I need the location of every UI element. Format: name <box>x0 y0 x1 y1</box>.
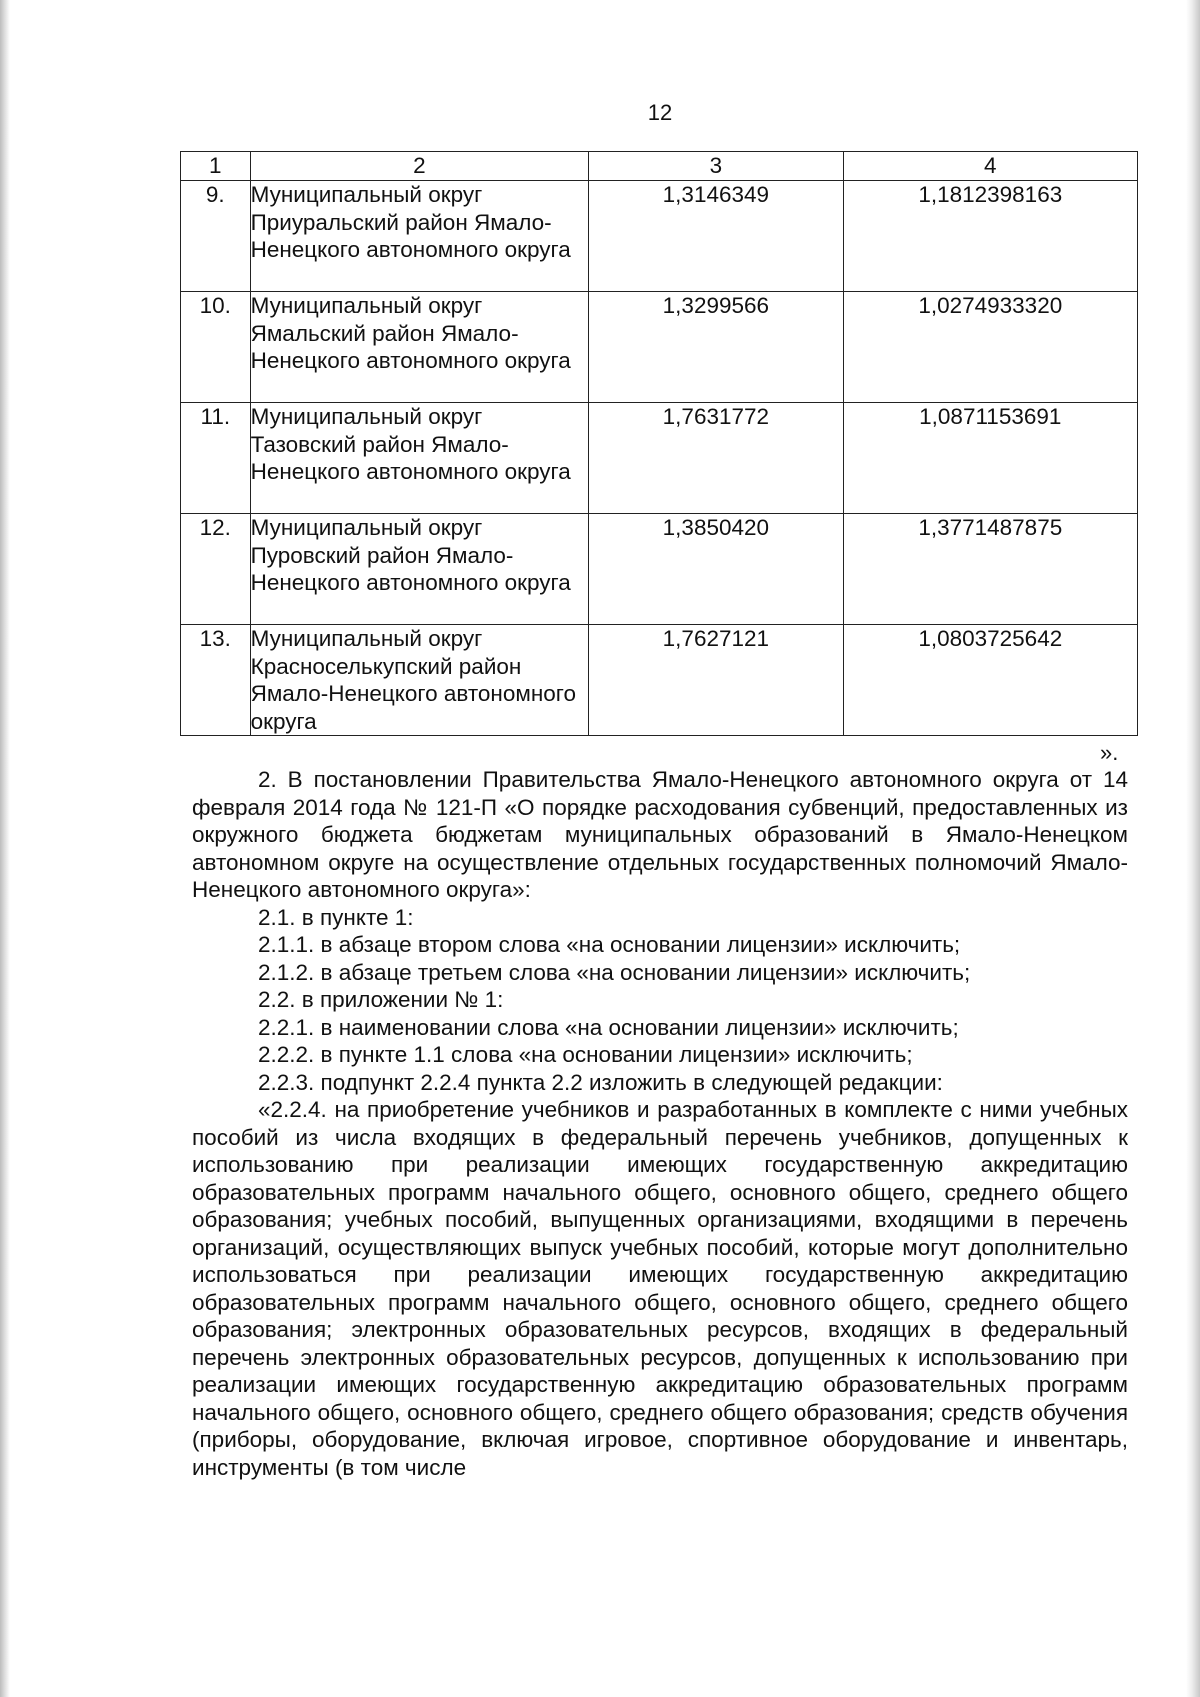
coefficient-col4: 1,0871153691 <box>843 403 1137 514</box>
paragraph-amendment-2: 2. В постановлении Правительства Ямало-Ненецкого автономного округа от 14 февраля 2014 года № 121-П «О порядке расходования субвенций, предоставленных из окружного бюджета бюджетам муниципальных образований в Ямало-Ненецком автономном округе на осуществление отдельных государственных полномочий Ямало-Ненецкого автономного округа»: <box>192 767 1128 902</box>
coefficient-col3: 1,3850420 <box>589 514 843 625</box>
paragraph-2-2: 2.2. в приложении № 1: <box>258 987 504 1012</box>
row-number: 9. <box>181 181 251 292</box>
document-body <box>192 766 1128 1481</box>
paragraph-2-1-1: 2.1.1. в абзаце втором слова «на основании лицензии» исключить; <box>258 932 961 957</box>
table-row <box>181 181 1138 292</box>
scan-edge-left <box>0 0 10 1697</box>
table-header-cell: 2 <box>250 152 589 181</box>
table-row <box>181 403 1138 514</box>
municipal-coefficients-table <box>180 151 1138 736</box>
paragraph-2-2-4-quote: «2.2.4. на приобретение учебников и разработанных в комплекте с ними учебных пособий из числа входящих в федеральный перечень учебников, допущенных к использованию при реализации имеющих государственную аккредитацию образовательных программ начального общего, основного общего, среднего общего образования; учебных пособий, выпущенных организациями, входящими в перечень организаций, осуществляющих выпуск учебных пособий, которые могут дополнительно использоваться при реализации имеющих государственную аккредитацию образовательных программ начального общего, основного общего, среднего общего образования; электронных образовательных ресурсов, входящих в федеральный перечень электронных образовательных ресурсов, допущенных к использованию при реализации имеющих государственную аккредитацию образовательных программ начального общего, основного общего, среднего общего образования; средств обучения (приборы, оборудование, включая игровое, спортивное оборудование и инвентарь, инструменты (в том числе <box>192 1097 1128 1480</box>
paragraph-2-1-2: 2.1.2. в абзаце третьем слова «на основании лицензии» исключить; <box>258 959 971 985</box>
table-header-row <box>181 152 1138 181</box>
table-row <box>181 514 1138 625</box>
table-header-cell: 1 <box>181 152 251 181</box>
table-header-cell: 3 <box>589 152 843 181</box>
scan-edge-right <box>1186 0 1200 1697</box>
municipality-name: Муниципальный округ Приуральский район Ямало-Ненецкого автономного округа <box>250 181 589 292</box>
table-row <box>181 292 1138 403</box>
municipality-name: Муниципальный округ Красноселькупский район Ямало-Ненецкого автономного округа <box>250 625 589 736</box>
table-header-cell: 4 <box>843 152 1137 181</box>
coefficient-col4: 1,3771487875 <box>843 514 1137 625</box>
row-number: 11. <box>181 403 251 514</box>
municipality-name: Муниципальный округ Ямальский район Ямало-Ненецкого автономного округа <box>250 292 589 403</box>
paragraph-2-2-1: 2.2.1. в наименовании слова «на основании лицензии» исключить; <box>258 1014 959 1040</box>
coefficient-col3: 1,7631772 <box>589 403 843 514</box>
table-row <box>181 625 1138 736</box>
table-closing-quote: ». <box>1100 740 1119 765</box>
coefficient-col4: 1,0274933320 <box>843 292 1137 403</box>
row-number: 13. <box>181 625 251 736</box>
coefficient-col4: 1,1812398163 <box>843 181 1137 292</box>
municipality-name: Муниципальный округ Пуровский район Ямало-Ненецкого автономного округа <box>250 514 589 625</box>
row-number: 12. <box>181 514 251 625</box>
coefficient-col3: 1,7627121 <box>589 625 843 736</box>
coefficient-col4: 1,0803725642 <box>843 625 1137 736</box>
paragraph-2-2-3: 2.2.3. подпункт 2.2.4 пункта 2.2 изложить в следующей редакции: <box>258 1069 943 1095</box>
page-number: 12 <box>647 100 673 125</box>
paragraph-2-2-2: 2.2.2. в пункте 1.1 слова «на основании лицензии» исключить; <box>258 1042 913 1067</box>
coefficient-col3: 1,3299566 <box>589 292 843 403</box>
coefficient-col3: 1,3146349 <box>589 181 843 292</box>
municipality-name: Муниципальный округ Тазовский район Ямало-Ненецкого автономного округа <box>250 403 589 514</box>
row-number: 10. <box>181 292 251 403</box>
paragraph-2-1: 2.1. в пункте 1: <box>258 904 414 930</box>
